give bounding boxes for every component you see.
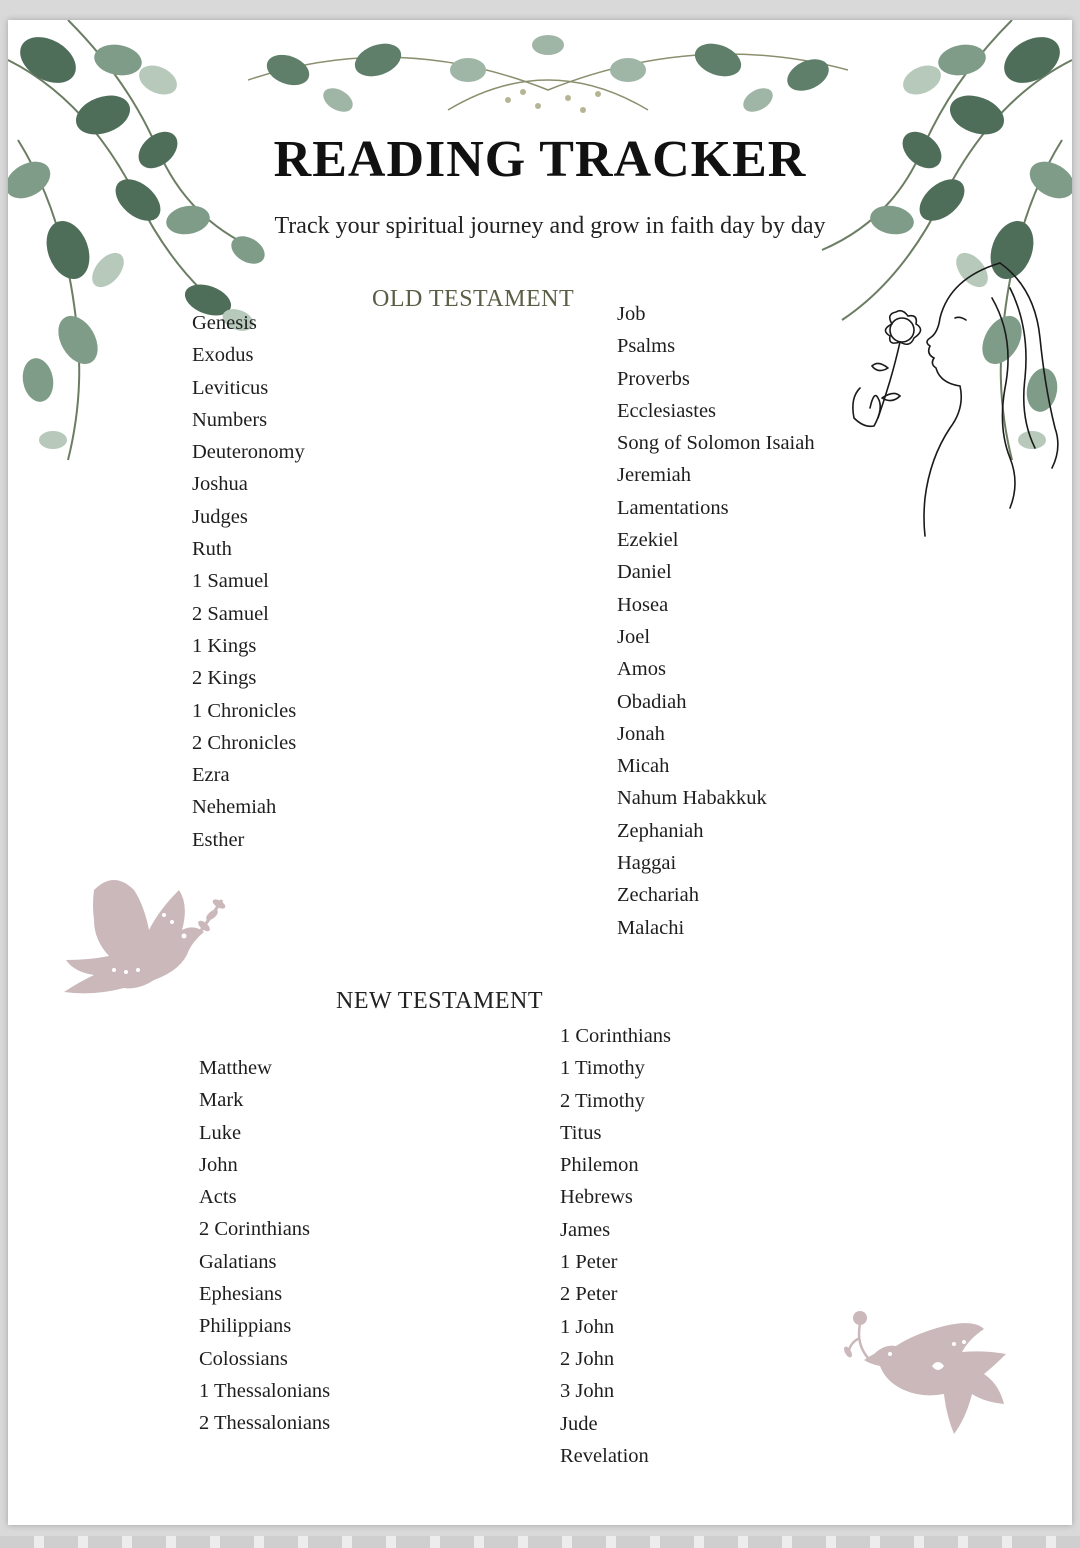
- book-item: Matthew: [199, 1057, 272, 1079]
- book-item: 2 Timothy: [560, 1089, 645, 1112]
- book-item: Colossians: [199, 1347, 288, 1370]
- book-item: 1 Samuel: [192, 570, 269, 593]
- book-item: 2 Peter: [560, 1283, 618, 1306]
- book-item: Song of Solomon Isaiah: [617, 432, 815, 455]
- book-item: Esther: [192, 828, 245, 851]
- book-item: 2 Thessalonians: [199, 1412, 331, 1435]
- book-item: Ephesians: [199, 1283, 283, 1306]
- old-testament-list-left: [192, 307, 305, 856]
- next-page-edge: [0, 1536, 1080, 1548]
- book-item: 2 Corinthians: [199, 1218, 311, 1241]
- book-item: 1 Corinthians: [560, 1025, 672, 1047]
- book-item: Obadiah: [617, 690, 687, 713]
- book-item: Daniel: [617, 561, 672, 584]
- book-item: Philippians: [199, 1315, 292, 1338]
- book-item: Joel: [617, 625, 651, 648]
- book-item: Luke: [199, 1121, 242, 1144]
- book-item: Ruth: [192, 538, 232, 561]
- page-title: READING TRACKER: [273, 131, 807, 188]
- book-item: Psalms: [617, 335, 676, 358]
- book-item: Micah: [617, 755, 670, 778]
- book-item: Leviticus: [192, 376, 269, 399]
- page-subtitle: Track your spiritual journey and grow in faith day by day: [274, 213, 826, 239]
- book-item: Acts: [199, 1186, 237, 1209]
- book-item: Ezra: [192, 764, 230, 787]
- book-item: Lamentations: [617, 496, 729, 519]
- book-item: Jeremiah: [617, 464, 691, 487]
- book-item: John: [199, 1153, 238, 1176]
- book-item: 1 Kings: [192, 634, 257, 657]
- book-item: 2 Samuel: [192, 602, 269, 625]
- book-item: Hebrews: [560, 1186, 633, 1209]
- book-item: Amos: [617, 658, 666, 681]
- new-testament-heading: NEW TESTAMENT: [336, 988, 544, 1014]
- book-item: 2 Chronicles: [192, 731, 297, 754]
- book-item: Nahum Habakkuk: [617, 787, 767, 810]
- book-item: Haggai: [617, 852, 677, 875]
- book-item: Genesis: [192, 312, 257, 334]
- book-item: Zephaniah: [617, 819, 704, 842]
- book-item: 1 Peter: [560, 1251, 618, 1274]
- book-item: 1 Chronicles: [192, 699, 297, 722]
- book-item: Exodus: [192, 344, 254, 367]
- book-item: 1 John: [560, 1315, 615, 1338]
- book-item: Ecclesiastes: [617, 399, 717, 422]
- book-item: Philemon: [560, 1154, 639, 1177]
- page-sheet: [8, 20, 1072, 1525]
- book-item: Proverbs: [617, 367, 690, 390]
- book-item: James: [560, 1218, 611, 1241]
- book-item: Mark: [199, 1089, 244, 1112]
- book-item: Malachi: [617, 916, 685, 939]
- book-item: Hosea: [617, 593, 669, 616]
- book-item: Joshua: [192, 473, 248, 496]
- book-item: Judges: [192, 505, 248, 528]
- book-item: Numbers: [192, 408, 268, 431]
- book-item: 2 Kings: [192, 667, 257, 690]
- old-testament-heading: OLD TESTAMENT: [372, 286, 575, 312]
- book-item: 1 Thessalonians: [199, 1379, 331, 1402]
- book-item: Titus: [560, 1121, 602, 1144]
- book-item: Galatians: [199, 1250, 277, 1273]
- book-item: 1 Timothy: [560, 1057, 645, 1080]
- book-item: 2 John: [560, 1347, 615, 1370]
- book-item: Jude: [560, 1412, 598, 1435]
- book-item: Nehemiah: [192, 796, 277, 819]
- book-item: Jonah: [617, 722, 665, 745]
- book-item: Revelation: [560, 1444, 649, 1467]
- woman-smelling-flower-line-art: [830, 258, 1070, 538]
- book-item: Zechariah: [617, 884, 699, 907]
- new-testament-list-left: [199, 1052, 330, 1440]
- book-item: Deuteronomy: [192, 441, 305, 464]
- old-testament-list-right: [617, 298, 815, 944]
- dove-with-flower-icon: [834, 1294, 1024, 1444]
- foliage-top-center: [248, 20, 848, 130]
- book-item: Job: [617, 303, 646, 325]
- new-testament-list-right: [560, 1020, 671, 1472]
- book-item: Ezekiel: [617, 529, 679, 552]
- book-item: 3 John: [560, 1380, 615, 1403]
- dove-with-olive-branch-icon: [54, 860, 234, 1010]
